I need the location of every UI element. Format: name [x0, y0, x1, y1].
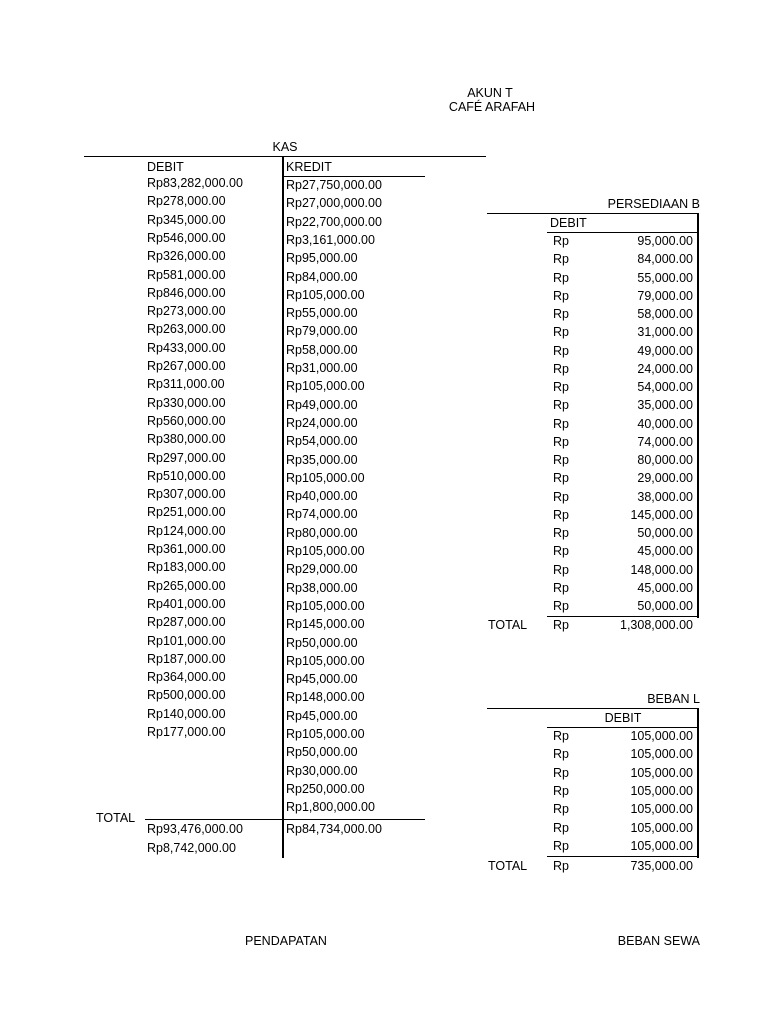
- persediaan-currency: Rp: [553, 234, 569, 248]
- kas-debit-cell: Rp500,000.00: [147, 688, 226, 702]
- beban-l-total-label: TOTAL: [488, 859, 528, 873]
- persediaan-value: 45,000.00: [637, 581, 693, 595]
- persediaan-total-currency: Rp: [553, 618, 569, 632]
- persediaan-currency: Rp: [553, 471, 569, 485]
- persediaan-value: 45,000.00: [637, 544, 693, 558]
- kas-total-rule: [145, 819, 425, 820]
- kas-debit-cell: Rp510,000.00: [147, 469, 226, 483]
- kas-kredit-cell: Rp105,000.00: [286, 471, 365, 485]
- persediaan-value: 24,000.00: [637, 362, 693, 376]
- kas-debit-cell: Rp364,000.00: [147, 670, 226, 684]
- beban-l-currency: Rp: [553, 747, 569, 761]
- persediaan-currency: Rp: [553, 599, 569, 613]
- persediaan-top-rule: [487, 213, 699, 214]
- kas-debit-cell: Rp265,000.00: [147, 579, 226, 593]
- kas-debit-cell: Rp581,000.00: [147, 268, 226, 282]
- persediaan-value: 40,000.00: [637, 417, 693, 431]
- kas-kredit-cell: Rp30,000.00: [286, 764, 358, 778]
- kas-kredit-cell: Rp38,000.00: [286, 581, 358, 595]
- kas-top-rule: [84, 156, 486, 157]
- persediaan-currency: Rp: [553, 417, 569, 431]
- company-name: CAFÉ ARAFAH: [448, 100, 536, 114]
- kas-kredit-cell: Rp50,000.00: [286, 636, 358, 650]
- kas-kredit-cell: Rp3,161,000.00: [286, 233, 375, 247]
- kas-kredit-cell: Rp45,000.00: [286, 709, 358, 723]
- beban-l-total-value: 735,000.00: [630, 859, 693, 873]
- kas-debit-cell: Rp846,000.00: [147, 286, 226, 300]
- kas-kredit-cell: Rp50,000.00: [286, 745, 358, 759]
- sheet-title: AKUN T: [467, 86, 513, 100]
- kas-balance: Rp8,742,000.00: [147, 841, 236, 855]
- persediaan-right-line: [697, 213, 699, 618]
- kas-kredit-cell: Rp45,000.00: [286, 672, 358, 686]
- persediaan-total-label: TOTAL: [488, 618, 528, 632]
- kas-kredit-cell: Rp74,000.00: [286, 507, 358, 521]
- kas-kredit-cell: Rp22,700,000.00: [286, 215, 382, 229]
- kas-title: KAS: [272, 140, 298, 154]
- persediaan-value: 29,000.00: [637, 471, 693, 485]
- kas-total-debit: Rp93,476,000.00: [147, 822, 243, 836]
- kas-kredit-cell: Rp40,000.00: [286, 489, 358, 503]
- kas-kredit-cell: Rp80,000.00: [286, 526, 358, 540]
- kas-debit-cell: Rp361,000.00: [147, 542, 226, 556]
- persediaan-value: 79,000.00: [637, 289, 693, 303]
- kas-total-kredit: Rp84,734,000.00: [286, 822, 382, 836]
- beban-l-header-rule: [547, 727, 699, 728]
- kas-debit-cell: Rp560,000.00: [147, 414, 226, 428]
- persediaan-value: 95,000.00: [637, 234, 693, 248]
- persediaan-value: 58,000.00: [637, 307, 693, 321]
- kas-kredit-cell: Rp105,000.00: [286, 288, 365, 302]
- kas-debit-cell: Rp83,282,000.00: [147, 176, 243, 190]
- persediaan-currency: Rp: [553, 526, 569, 540]
- kas-kredit-cell: Rp1,800,000.00: [286, 800, 375, 814]
- persediaan-value: 148,000.00: [630, 563, 693, 577]
- kas-debit-cell: Rp287,000.00: [147, 615, 226, 629]
- kas-kredit-cell: Rp35,000.00: [286, 453, 358, 467]
- beban-l-value: 105,000.00: [630, 747, 693, 761]
- kas-debit-cell: Rp297,000.00: [147, 451, 226, 465]
- kas-kredit-header: KREDIT: [286, 160, 332, 174]
- kas-debit-cell: Rp187,000.00: [147, 652, 226, 666]
- persediaan-currency: Rp: [553, 581, 569, 595]
- kas-debit-cell: Rp401,000.00: [147, 597, 226, 611]
- beban-l-top-rule: [487, 708, 699, 709]
- kas-kredit-cell: Rp79,000.00: [286, 324, 358, 338]
- kas-kredit-cell: Rp49,000.00: [286, 398, 358, 412]
- persediaan-currency: Rp: [553, 398, 569, 412]
- persediaan-value: 54,000.00: [637, 380, 693, 394]
- kas-debit-cell: Rp546,000.00: [147, 231, 226, 245]
- persediaan-currency: Rp: [553, 344, 569, 358]
- beban-l-currency: Rp: [553, 839, 569, 853]
- kas-debit-cell: Rp307,000.00: [147, 487, 226, 501]
- persediaan-debit-header: DEBIT: [550, 216, 587, 230]
- kas-kredit-cell: Rp55,000.00: [286, 306, 358, 320]
- persediaan-currency: Rp: [553, 508, 569, 522]
- kas-kredit-header-rule: [284, 176, 425, 177]
- persediaan-title: PERSEDIAAN B: [607, 197, 700, 211]
- persediaan-value: 49,000.00: [637, 344, 693, 358]
- persediaan-currency: Rp: [553, 435, 569, 449]
- beban-l-currency: Rp: [553, 784, 569, 798]
- persediaan-currency: Rp: [553, 325, 569, 339]
- kas-kredit-cell: Rp95,000.00: [286, 251, 358, 265]
- kas-kredit-cell: Rp24,000.00: [286, 416, 358, 430]
- kas-kredit-cell: Rp105,000.00: [286, 654, 365, 668]
- persediaan-currency: Rp: [553, 453, 569, 467]
- persediaan-total-value: 1,308,000.00: [620, 618, 693, 632]
- kas-debit-cell: Rp278,000.00: [147, 194, 226, 208]
- persediaan-value: 80,000.00: [637, 453, 693, 467]
- kas-kredit-cell: Rp105,000.00: [286, 544, 365, 558]
- kas-kredit-cell: Rp250,000.00: [286, 782, 365, 796]
- kas-kredit-cell: Rp27,000,000.00: [286, 196, 382, 210]
- kas-kredit-cell: Rp27,750,000.00: [286, 178, 382, 192]
- pendapatan-title: PENDAPATAN: [245, 934, 327, 948]
- beban-sewa-title: BEBAN SEWA: [617, 934, 700, 948]
- beban-l-value: 105,000.00: [630, 839, 693, 853]
- kas-kredit-cell: Rp29,000.00: [286, 562, 358, 576]
- persediaan-value: 74,000.00: [637, 435, 693, 449]
- persediaan-value: 35,000.00: [637, 398, 693, 412]
- beban-l-currency: Rp: [553, 729, 569, 743]
- kas-debit-cell: Rp326,000.00: [147, 249, 226, 263]
- kas-debit-cell: Rp380,000.00: [147, 432, 226, 446]
- kas-center-line: [282, 157, 284, 858]
- persediaan-header-rule: [547, 232, 699, 233]
- persediaan-value: 145,000.00: [630, 508, 693, 522]
- kas-kredit-cell: Rp145,000.00: [286, 617, 365, 631]
- persediaan-value: 55,000.00: [637, 271, 693, 285]
- beban-l-currency: Rp: [553, 766, 569, 780]
- persediaan-currency: Rp: [553, 252, 569, 266]
- kas-kredit-cell: Rp54,000.00: [286, 434, 358, 448]
- beban-l-right-line: [697, 708, 699, 858]
- beban-l-value: 105,000.00: [630, 821, 693, 835]
- kas-debit-cell: Rp140,000.00: [147, 707, 226, 721]
- kas-debit-cell: Rp345,000.00: [147, 213, 226, 227]
- kas-debit-cell: Rp330,000.00: [147, 396, 226, 410]
- kas-debit-cell: Rp183,000.00: [147, 560, 226, 574]
- kas-kredit-cell: Rp105,000.00: [286, 727, 365, 741]
- beban-l-currency: Rp: [553, 802, 569, 816]
- persediaan-currency: Rp: [553, 563, 569, 577]
- persediaan-value: 84,000.00: [637, 252, 693, 266]
- kas-kredit-cell: Rp31,000.00: [286, 361, 358, 375]
- beban-l-total-rule: [547, 856, 699, 857]
- beban-l-value: 105,000.00: [630, 802, 693, 816]
- persediaan-total-rule: [547, 616, 699, 617]
- beban-l-value: 105,000.00: [630, 729, 693, 743]
- kas-debit-cell: Rp263,000.00: [147, 322, 226, 336]
- kas-kredit-cell: Rp105,000.00: [286, 379, 365, 393]
- beban-l-value: 105,000.00: [630, 784, 693, 798]
- kas-debit-header: DEBIT: [147, 160, 184, 174]
- kas-debit-cell: Rp177,000.00: [147, 725, 226, 739]
- beban-l-total-currency: Rp: [553, 859, 569, 873]
- persediaan-value: 50,000.00: [637, 599, 693, 613]
- persediaan-currency: Rp: [553, 307, 569, 321]
- kas-kredit-cell: Rp105,000.00: [286, 599, 365, 613]
- kas-kredit-cell: Rp58,000.00: [286, 343, 358, 357]
- persediaan-value: 50,000.00: [637, 526, 693, 540]
- persediaan-currency: Rp: [553, 490, 569, 504]
- kas-debit-cell: Rp311,000.00: [147, 377, 225, 391]
- persediaan-currency: Rp: [553, 271, 569, 285]
- beban-l-value: 105,000.00: [630, 766, 693, 780]
- persediaan-value: 38,000.00: [637, 490, 693, 504]
- persediaan-value: 31,000.00: [637, 325, 693, 339]
- persediaan-currency: Rp: [553, 544, 569, 558]
- kas-kredit-cell: Rp148,000.00: [286, 690, 365, 704]
- beban-l-debit-header: DEBIT: [604, 711, 642, 725]
- kas-kredit-cell: Rp84,000.00: [286, 270, 358, 284]
- kas-debit-cell: Rp251,000.00: [147, 505, 226, 519]
- kas-debit-cell: Rp273,000.00: [147, 304, 226, 318]
- persediaan-currency: Rp: [553, 289, 569, 303]
- persediaan-currency: Rp: [553, 362, 569, 376]
- kas-debit-cell: Rp433,000.00: [147, 341, 226, 355]
- kas-total-label: TOTAL: [96, 811, 136, 825]
- kas-debit-cell: Rp124,000.00: [147, 524, 226, 538]
- kas-debit-cell: Rp267,000.00: [147, 359, 226, 373]
- beban-l-currency: Rp: [553, 821, 569, 835]
- kas-debit-cell: Rp101,000.00: [147, 634, 226, 648]
- beban-l-title: BEBAN L: [647, 692, 700, 706]
- persediaan-currency: Rp: [553, 380, 569, 394]
